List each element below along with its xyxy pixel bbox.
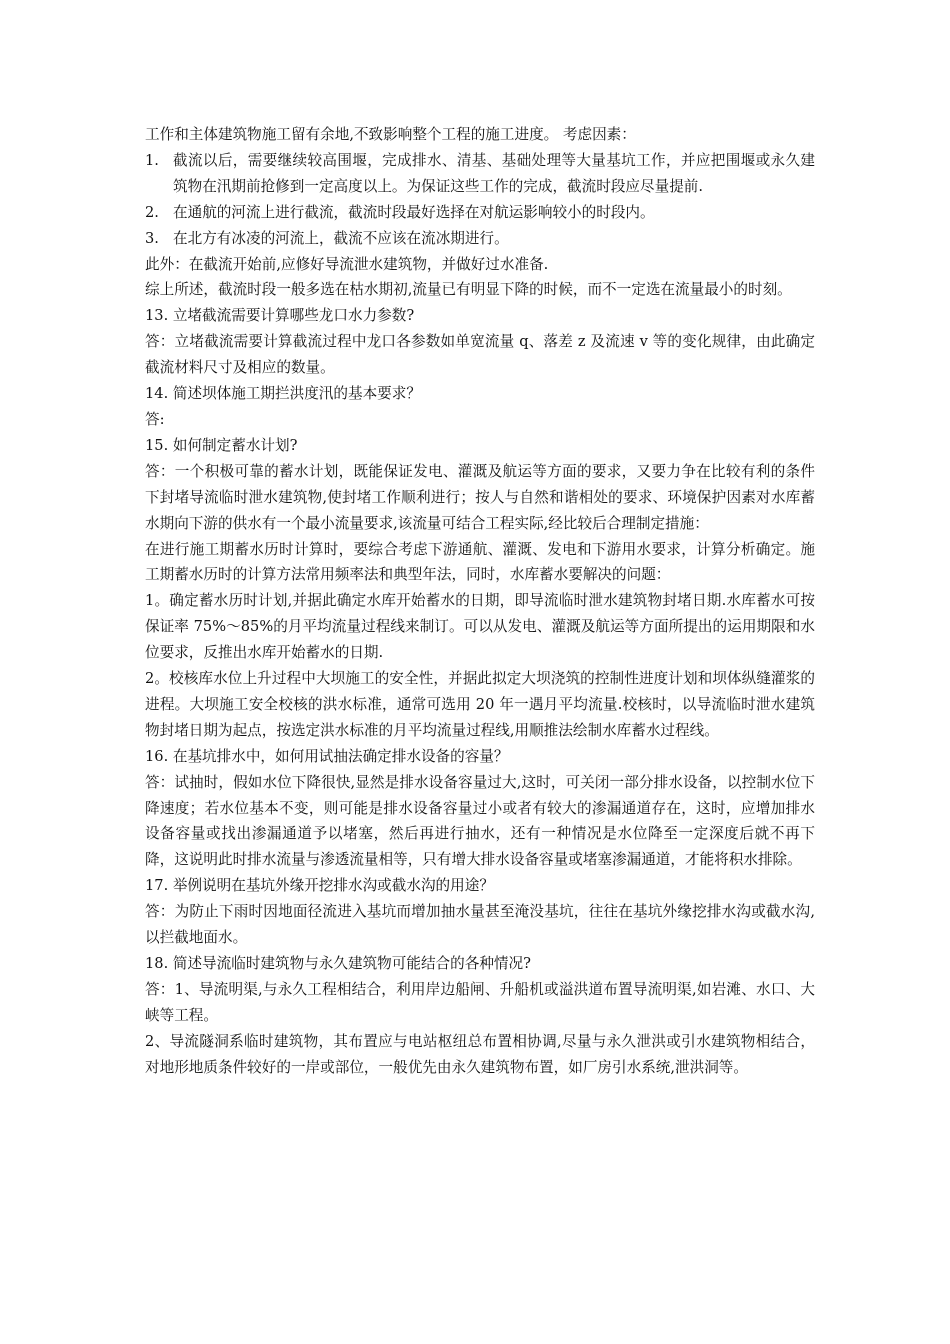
factor-number: 3. (145, 229, 159, 247)
answer-18-paragraph-1: 答：1、导流明渠,与永久工程相结合，利用岸边船闸、升船机或溢洪道布置导流明渠,如岩滩、水口、大峡等工程。 (145, 980, 815, 1024)
factor-number: 2. (145, 203, 159, 221)
answer-17: 答：为防止下雨时因地面径流进入基坑而增加抽水量甚至淹没基坑，往往在基坑外缘挖排水沟或截水沟,以拦截地面水。 (145, 903, 815, 947)
factor-item-2 (145, 200, 815, 226)
factor-text: 截流以后，需要继续较高围堰，完成排水、清基、基础处理等大量基坑工作，并应把围堰或永久建筑物在汛期前抢修到一定高度以上。为保证这些工作的完成，截流时段应尽量提前. (173, 151, 815, 195)
question-15: 15. 如何制定蓄水计划? (145, 436, 298, 454)
question-13: 13. 立堵截流需要计算哪些龙口水力参数? (145, 307, 415, 325)
answer-15-paragraph-2: 在进行施工期蓄水历时计算时，要综合考虑下游通航、灌溉、发电和下游用水要求，计算分析确定。施工期蓄水历时的计算方法常用频率法和典型年法，同时，水库蓄水要解决的问题： (145, 540, 815, 584)
answer-16: 答：试抽时，假如水位下降很快,显然是排水设备容量过大,这时，可关闭一部分排水设备，以控制水位下降速度；若水位基本不变，则可能是排水设备容量过小或者有较大的渗漏通道存在，这时，应增加排水设备容量或找出渗漏通道予以堵塞，然后再进行抽水，还有一种情况是水位降至一定深度后就不再下降，这说明此时排水流量与渗透流量相等，只有增大排水设备容量或堵塞渗漏通道，才能将积水排除。 (145, 773, 815, 869)
answer-18-paragraph-2: 2、导流隧洞系临时建筑物，其布置应与电站枢纽总布置相协调,尽量与永久泄洪或引水建筑物相结合，对地形地质条件较好的一岸或部位，一般优先由永久建筑物布置，如厂房引水系统,泄洪洞等。 (145, 1032, 815, 1076)
besides-paragraph: 此外：在截流开始前,应修好导流泄水建筑物，并做好过水准备. (145, 255, 549, 273)
question-17: 17. 举例说明在基坑外缘开挖排水沟或截水沟的用途？ (145, 877, 494, 895)
factor-item-1 (145, 148, 815, 200)
answer-15-paragraph-3: 1。确定蓄水历时计划,并据此确定水库开始蓄水的日期，即导流临时泄水建筑物封堵日期.水库蓄水可按保证率 75%～85%的月平均流量过程线来制订。可以从发电、灌溉及航运等方面所提出的运用期限和水位要求，反推出水库开始蓄水的日期. (145, 592, 815, 662)
question-14: 14. 简述坝体施工期拦洪度汛的基本要求？ (145, 385, 421, 403)
intro-paragraph: 工作和主体建筑物施工留有余地,不致影响整个工程的施工进度。 考虑因素： (145, 126, 636, 143)
factor-item-3 (145, 226, 815, 252)
answer-15-paragraph-4: 2。校核库水位上升过程中大坝施工的安全性，并据此拟定大坝浇筑的控制性进度计划和坝体纵缝灌浆的进程。大坝施工安全校核的洪水标准，通常可选用 20 年一遇月平均流量.校核时，以导流临时泄水建筑物封堵日期为起点，按选定洪水标准的月平均流量过程线,用顺推法绘制水库蓄水过程线。 (145, 670, 815, 739)
question-16: 16. 在基坑排水中，如何用试抽法确定排水设备的容量？ (145, 747, 509, 765)
document-page (145, 122, 815, 1081)
factor-text: 在通航的河流上进行截流，截流时段最好选择在对航运影响较小的时段内。 (173, 203, 655, 221)
summary-paragraph: 综上所述，截流时段一般多选在枯水期初,流量已有明显下降的时候，而不一定选在流量最小的时刻。 (145, 281, 792, 299)
question-18: 18. 简述导流临时建筑物与永久建筑物可能结合的各种情况? (145, 955, 531, 972)
answer-14: 答: (145, 410, 165, 428)
factor-number: 1. (145, 151, 159, 169)
answer-13: 答：立堵截流需要计算截流过程中龙口各参数如单宽流量 q、落差 z 及流速 v 等的变化规律，由此确定截流材料尺寸及相应的数量。 (145, 333, 815, 377)
answer-15-paragraph-1: 答：一个积极可靠的蓄水计划，既能保证发电、灌溉及航运等方面的要求，又要力争在比较有利的条件下封堵导流临时泄水建筑物,使封堵工作顺利进行；按人与自然和谐相处的要求、环境保护因素对水库蓄水期向下游的供水有一个最小流量要求,该流量可结合工程实际,经比较后合理制定措施： (145, 462, 815, 532)
factor-text: 在北方有冰凌的河流上，截流不应该在流冰期进行。 (173, 229, 509, 247)
